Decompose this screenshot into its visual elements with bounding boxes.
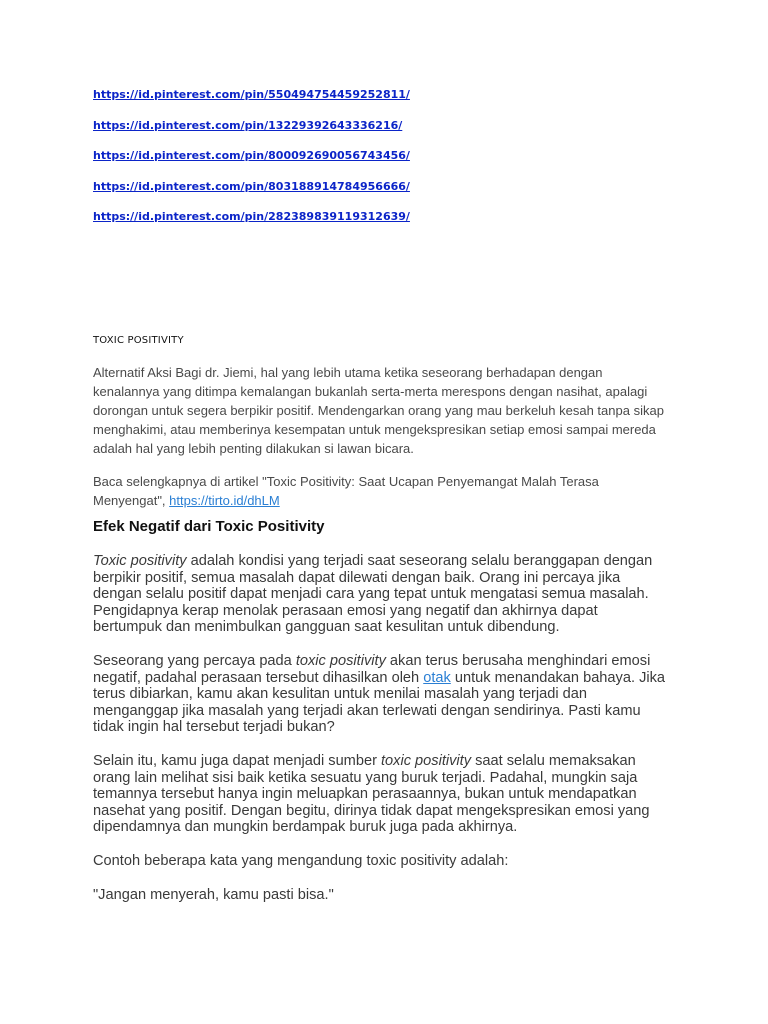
pinterest-link-3[interactable]: https://id.pinterest.com/pin/800092690056743456/ xyxy=(93,149,410,162)
source-note xyxy=(93,472,668,510)
paragraph-2-post: untuk menandakan bahaya. Jika terus dibiarkan, kamu akan kesulitan untuk menilai masalah yang terjadi dan menganggap jika masalah yang terjadi akan terlewati dengan sendirinya. Pasti kamu tidak ingin hal tersebut terjadi bukan? xyxy=(93,669,666,736)
pinterest-link-4[interactable]: https://id.pinterest.com/pin/803188914784956666/ xyxy=(93,179,410,193)
source-note-text: Baca selengkapnya di artikel "Toxic Positivity: Saat Ucapan Penyemangat Malah Terasa Menyengat", xyxy=(93,474,599,508)
paragraph-3-post: saat selalu memaksakan orang lain melihat sisi baik ketika sesuatu yang buruk terjadi. Padahal, mungkin saja temannya tersebut hanya ingin meluapkan perasaannya, bukan untuk mendapatkan nasehat yang positif. Dengan begitu, dirinya tidak dapat mengekspresikan emosi yang dipendamnya dan mungkin berdampak buruk juga pada akhirnya. xyxy=(93,752,650,836)
section-heading: TOXIC POSITIVITY xyxy=(93,335,184,346)
paragraph-1-emphasis: Toxic positivity xyxy=(93,553,187,569)
article-heading: Efek Negatif dari Toxic Positivity xyxy=(93,518,325,535)
paragraph-2-pre: Seseorang yang percaya pada xyxy=(93,652,296,669)
intro-block xyxy=(93,363,668,524)
otak-link[interactable]: otak xyxy=(423,669,451,686)
pinterest-link-2[interactable]: https://id.pinterest.com/pin/13229392643336216/ xyxy=(93,118,403,132)
paragraph-3-pre: Selain itu, kamu juga dapat menjadi sumber xyxy=(93,752,381,769)
paragraph-2-emphasis: toxic positivity xyxy=(295,652,386,669)
paragraph-5-quote: "Jangan menyerah, kamu pasti bisa." xyxy=(93,886,334,903)
intro-paragraph: Alternatif Aksi Bagi dr. Jiemi, hal yang lebih utama ketika seseorang berhadapan dengan kenalannya yang ditimpa kemalangan bukanlah serta-merta merespons dengan nasihat, apalagi dorongan untuk segera berpikir positif. Mendengarkan orang yang mau berkeluh kesah tanpa sikap menghakimi, atau memberinya kesempatan untuk mengekspresikan setiap emosi sampai mereda adalah hal yang lebih penting dilakukan si lawan bicara. xyxy=(93,365,664,456)
pinterest-link-list xyxy=(93,88,410,241)
paragraph-1 xyxy=(93,553,668,636)
pinterest-link-5[interactable]: https://id.pinterest.com/pin/282389839119312639/ xyxy=(93,210,410,223)
paragraph-2 xyxy=(93,653,668,736)
paragraph-3 xyxy=(93,753,668,836)
paragraph-2-mid: akan terus berusaha menghindari emosi negatif, padahal perasaan tersebut dihasilkan oleh xyxy=(93,652,651,686)
paragraph-1-text: adalah kondisi yang terjadi saat seseorang selalu beranggapan dengan berpikir positif, semua masalah dapat dilewati dengan baik. Orang ini percaya jika dengan selalu positif dapat menjadi cara yang tepat untuk mengatasi semua masalah. Pengidapnya kerap menolak perasaan emosi yang negatif dan akhirnya dapat bertumpuk dan menimbulkan gangguan saat kesulitan untuk dibendung. xyxy=(93,553,653,636)
article-body xyxy=(93,553,668,920)
tirto-link[interactable]: https://tirto.id/dhLM xyxy=(169,493,280,508)
pinterest-link-1[interactable]: https://id.pinterest.com/pin/550494754459252811/ xyxy=(93,88,410,101)
paragraph-3-emphasis: toxic positivity xyxy=(380,752,472,769)
paragraph-4: Contoh beberapa kata yang mengandung toxic positivity adalah: xyxy=(93,852,509,869)
